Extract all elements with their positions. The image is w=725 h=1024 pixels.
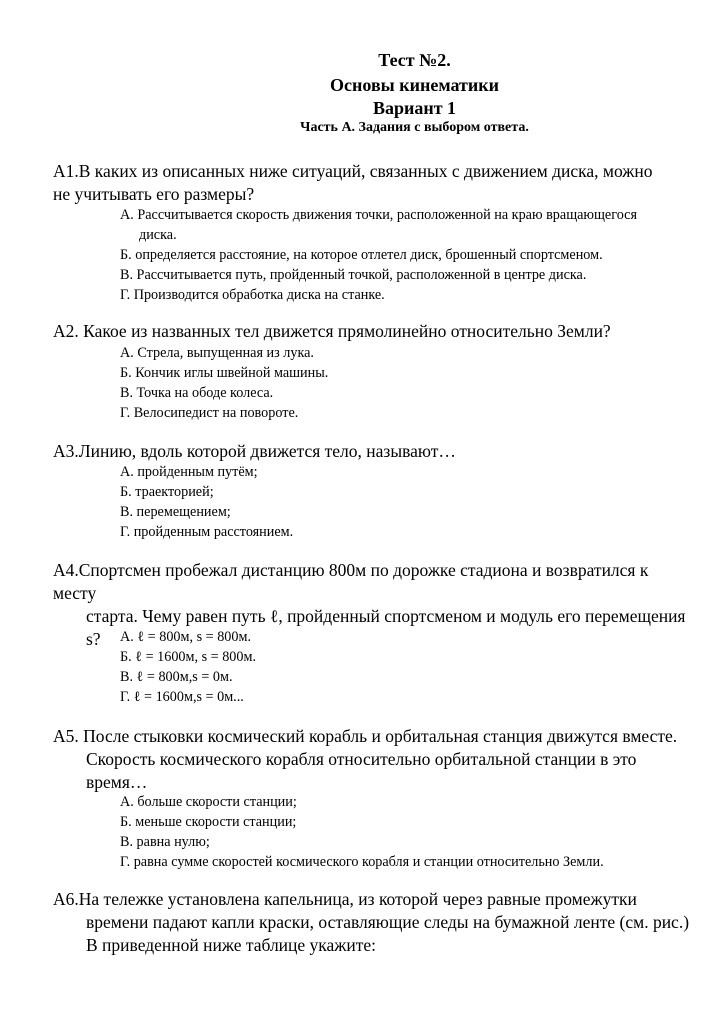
- question-a2: [53, 320, 693, 343]
- question-a3: [53, 440, 693, 463]
- question-a4-line3: s?: [86, 629, 101, 649]
- question-a5-line2: Скорость космического корабля относительно орбитальной станции в это: [86, 749, 637, 769]
- option-g: Г. Велосипедист на повороте.: [120, 405, 299, 421]
- question-a1-options: [120, 205, 700, 305]
- option-v: В. ℓ = 800м,s = 0м.: [120, 669, 233, 685]
- option-g: Г. Производится обработка диска на станке.: [120, 287, 385, 303]
- option-b: Б. ℓ = 1600м, s = 800м.: [120, 649, 257, 665]
- option-a-line2: диска.: [139, 227, 177, 243]
- question-a3-options: [120, 462, 700, 542]
- question-a4-line1: А4.Спортсмен пробежал дистанцию 800м по дорожке стадиона и возвратился к месту: [53, 560, 649, 603]
- option-a-line1: А. Рассчитывается скорость движения точки, расположенной на краю вращающегося: [120, 207, 637, 223]
- option-g: Г. равна сумме скоростей космического корабля и станции относительно Земли.: [120, 854, 604, 870]
- option-b: Б. траекторией;: [120, 484, 214, 500]
- variant-heading: Вариант 1: [372, 98, 457, 118]
- question-a4-options: [120, 627, 700, 707]
- option-b: Б. меньше скорости станции;: [120, 814, 297, 830]
- option-g: Г. пройденным расстоянием.: [120, 524, 294, 540]
- option-v: В. равна нулю;: [120, 834, 210, 850]
- option-a: А. больше скорости станции;: [120, 794, 297, 810]
- question-a1: [53, 160, 693, 206]
- option-a: А. пройденным путём;: [120, 464, 258, 480]
- option-b: Б. Кончик иглы швейной машины.: [120, 365, 329, 381]
- option-a: А. ℓ = 800м, s = 800м.: [120, 629, 252, 645]
- option-g: Г. ℓ = 1600м,s = 0м...: [120, 689, 244, 705]
- option-a: А. Стрела, выпущенная из лука.: [120, 345, 314, 361]
- question-a2-options: [120, 343, 700, 423]
- test-number-heading: Тест №2.: [378, 50, 451, 70]
- part-heading: Часть А. Задания с выбором ответа.: [300, 120, 529, 135]
- question-a1-line1: А1.В каких из описанных ниже ситуаций, связанных с движением диска, можно: [53, 161, 653, 181]
- question-a6-line1: А6.На тележке установлена капельница, из которой через равные промежутки: [53, 889, 637, 909]
- option-v: В. перемещением;: [120, 504, 231, 520]
- question-a6: [53, 888, 693, 957]
- option-b: Б. определяется расстояние, на которое отлетел диск, брошенный спортсменом.: [120, 247, 603, 263]
- question-a5-line1: А5. После стыковки космический корабль и орбитальная станция движутся вместе.: [53, 726, 678, 746]
- option-a: [120, 205, 700, 245]
- question-a1-line2: не учитывать его размеры?: [53, 184, 255, 204]
- question-a6-line3: В приведенной ниже таблице укажите:: [86, 935, 377, 955]
- question-a3-line1: А3.Линию, вдоль которой движется тело, называют…: [53, 441, 456, 461]
- question-a6-line2: времени падают капли краски, оставляющие следы на бумажной ленте (см. рис.): [86, 912, 690, 932]
- question-a5-line3: время…: [86, 772, 148, 792]
- question-a5-options: [120, 792, 700, 872]
- question-a5: [53, 725, 693, 794]
- option-v: В. Рассчитывается путь, пройденный точкой, расположенной в центре диска.: [120, 267, 587, 283]
- option-v: В. Точка на ободе колеса.: [120, 385, 274, 401]
- subject-heading: Основы кинематики: [330, 75, 499, 95]
- question-a4-line2: старта. Чему равен путь ℓ, пройденный спортсменом и модуль его перемещения: [86, 606, 686, 626]
- question-a2-line1: А2. Какое из названных тел движется прямолинейно относительно Земли?: [53, 321, 611, 341]
